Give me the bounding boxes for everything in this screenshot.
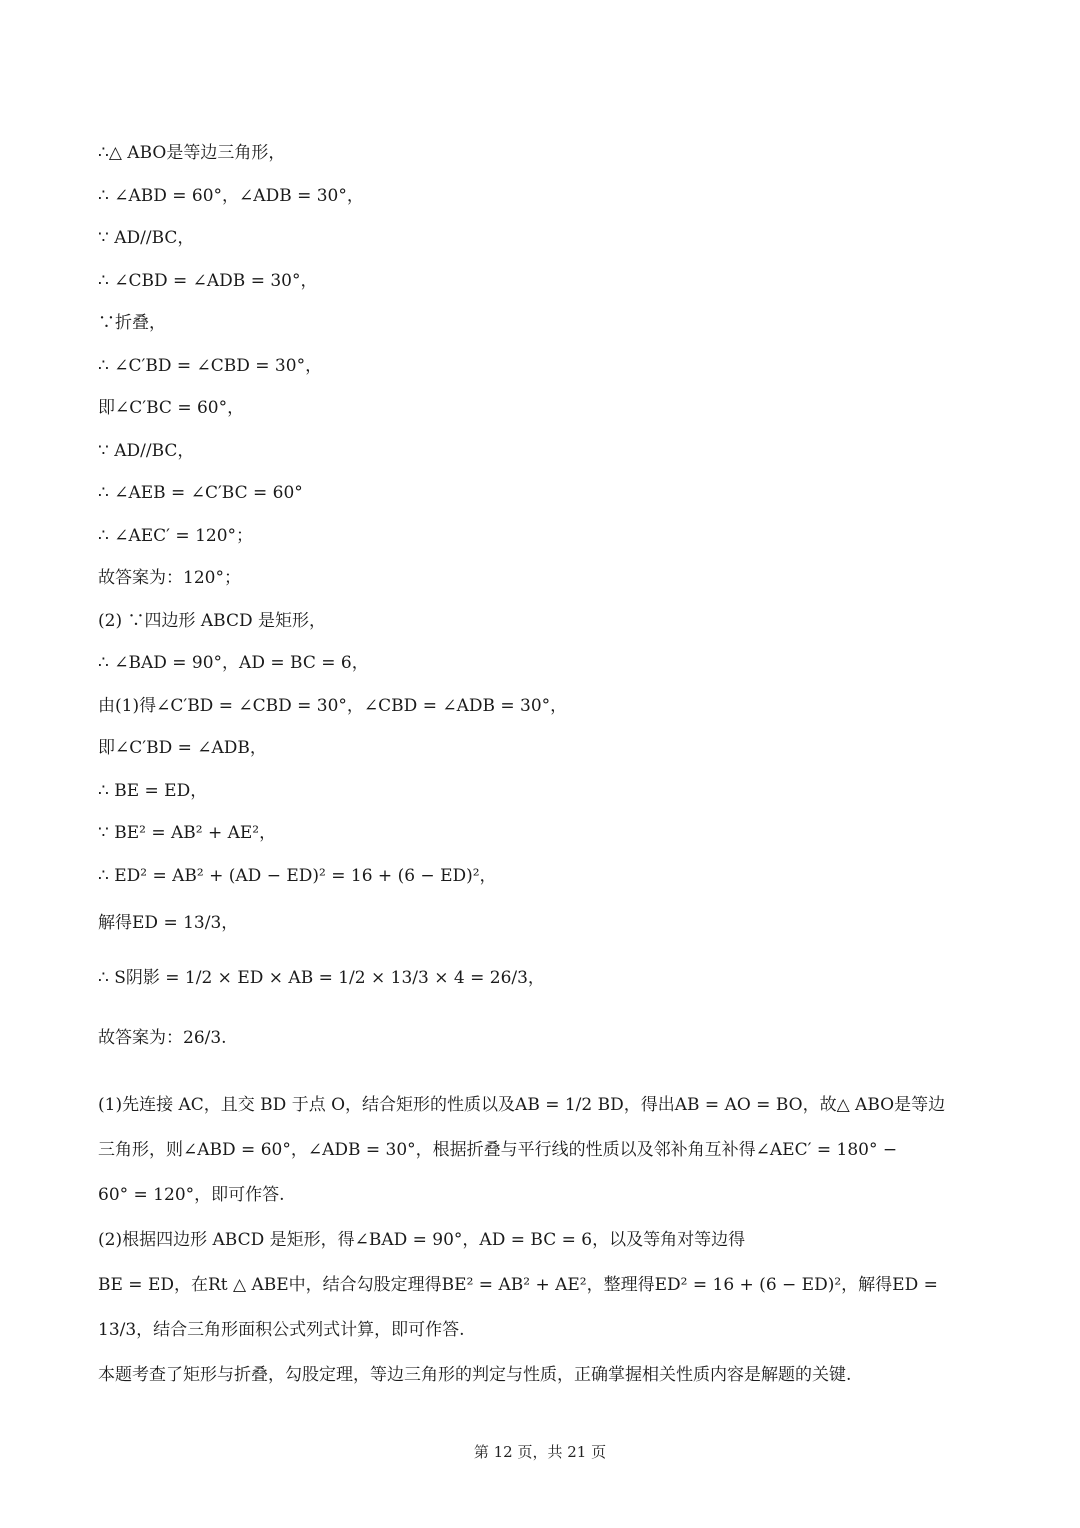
- analysis-line: 三角形，则∠ABD = 60°，∠ADB = 30°，根据折叠与平行线的性质以及邻补角互补得∠AEC′ = 180° −: [98, 1140, 898, 1160]
- solution-line: ∴ ∠BAD = 90°，AD = BC = 6，: [98, 653, 369, 673]
- analysis-line: 60° = 120°，即可作答.: [98, 1185, 285, 1205]
- solution-line: ∴ ED² = AB² + (AD − ED)² = 16 + (6 − ED)²，: [98, 865, 497, 886]
- solution-line: 解得ED = 13/3，: [98, 913, 239, 933]
- solution-line: ∴△ ABO是等边三角形，: [98, 143, 286, 163]
- solution-line: ∵ AD//BC，: [98, 228, 195, 248]
- analysis-line: BE = ED，在Rt △ ABE中，结合勾股定理得BE² = AB² + AE²，整理得ED² = 16 + (6 − ED)²，解得ED =: [98, 1275, 938, 1295]
- solution-line: (2) ∵四边形 ABCD 是矩形，: [98, 610, 327, 631]
- document-body: [98, 138, 982, 1398]
- solution-line: ∵折叠，: [98, 313, 166, 333]
- solution-line: 即∠C′BC = 60°，: [98, 398, 245, 418]
- solution-line: 故答案为：26/3.: [98, 1028, 227, 1048]
- analysis-line: 本题考查了矩形与折叠，勾股定理，等边三角形的判定与性质，正确掌握相关性质内容是解题的关键.: [98, 1365, 852, 1385]
- solution-line: ∴ ∠C′BD = ∠CBD = 30°，: [98, 355, 323, 376]
- solution-line: ∵ BE² = AB² + AE²，: [98, 823, 277, 843]
- analysis-line: (2)根据四边形 ABCD 是矩形，得∠BAD = 90°，AD = BC = 6，以及等角对等边得: [98, 1230, 746, 1250]
- solution-line: 故答案为：120°；: [98, 568, 241, 588]
- solution-line: ∴ ∠ABD = 60°，∠ADB = 30°，: [98, 185, 364, 206]
- solution-line: ∴ BE = ED，: [98, 780, 208, 801]
- solution-line: ∴ ∠AEC′ = 120°；: [98, 525, 254, 546]
- analysis-section: [98, 1083, 982, 1398]
- solution-line: ∴ S阴影 = 1/2 × ED × AB = 1/2 × 13/3 × 4 = 26/3，: [98, 968, 545, 988]
- page-footer: 第 12 页，共 21 页: [473, 1443, 607, 1461]
- solution-line: ∴ ∠CBD = ∠ADB = 30°，: [98, 270, 318, 291]
- solution-line: ∵ AD//BC，: [98, 440, 195, 461]
- analysis-line: (1)先连接 AC，且交 BD 于点 O，结合矩形的性质以及AB = 1/2 BD，得出AB = AO = BO，故△ ABO是等边: [98, 1095, 946, 1115]
- solution-line: ∴ ∠AEB = ∠C′BC = 60°: [98, 483, 303, 503]
- solution-line: 由(1)得∠C′BD = ∠CBD = 30°，∠CBD = ∠ADB = 30°，: [98, 695, 568, 716]
- analysis-line: 13/3，结合三角形面积公式列式计算，即可作答.: [98, 1320, 465, 1340]
- solution-line: 即∠C′BD = ∠ADB，: [98, 738, 267, 758]
